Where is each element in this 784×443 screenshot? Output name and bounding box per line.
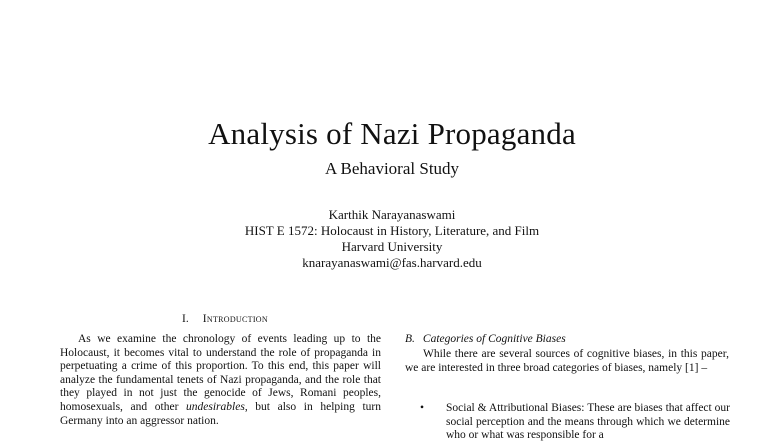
bullet-icon: • (420, 402, 425, 414)
paper-subtitle: A Behavioral Study (324, 159, 460, 178)
list-item (420, 402, 730, 443)
right-column (405, 348, 729, 375)
author-course: HIST E 1572: Holocaust in History, Literature, and Film (244, 223, 540, 238)
paper-title: Analysis of Nazi Propaganda (208, 116, 576, 151)
categories-intro-paragraph: While there are several sources of cognitive biases, in this paper, we are interested in three broad categories of biases, namely [1] – (405, 348, 729, 374)
author-block (0, 207, 784, 271)
author-university: Harvard University (341, 239, 443, 254)
intro-text-part1: As we examine the chronology of events leading up to the Holocaust, it becomes vital to understand the role of propaganda in perpetuating a crime of this proportion. To this end, this paper will analyze the fundamental tenets of Nazi propaganda, and the role that they played in not just the genocide of Jews, Romani peoples, homosexuals, and other (60, 333, 381, 413)
introduction-paragraph (60, 333, 381, 428)
bullet-text: Social & Attributional Biases: These are biases that affect our social perception and the means through which we determine who or what was responsible for a (446, 402, 730, 442)
subsection-heading-categories (405, 333, 735, 345)
author-name: Karthik Narayanaswami (328, 207, 456, 222)
subsection-title: Categories of Cognitive Biases (422, 333, 566, 345)
intro-text-part2: , but also in helping turn Germany into an aggressor nation. (60, 400, 381, 427)
section-number: I. (182, 313, 189, 325)
left-column (60, 333, 381, 428)
section-heading-introduction (60, 313, 390, 325)
subsection-letter: B. (405, 333, 415, 345)
section-title: Introduction (202, 313, 268, 325)
author-email: knarayanaswami@fas.harvard.edu (302, 255, 482, 270)
bias-bullet-list (420, 402, 730, 443)
intro-emphasis: undesirables (186, 400, 245, 413)
